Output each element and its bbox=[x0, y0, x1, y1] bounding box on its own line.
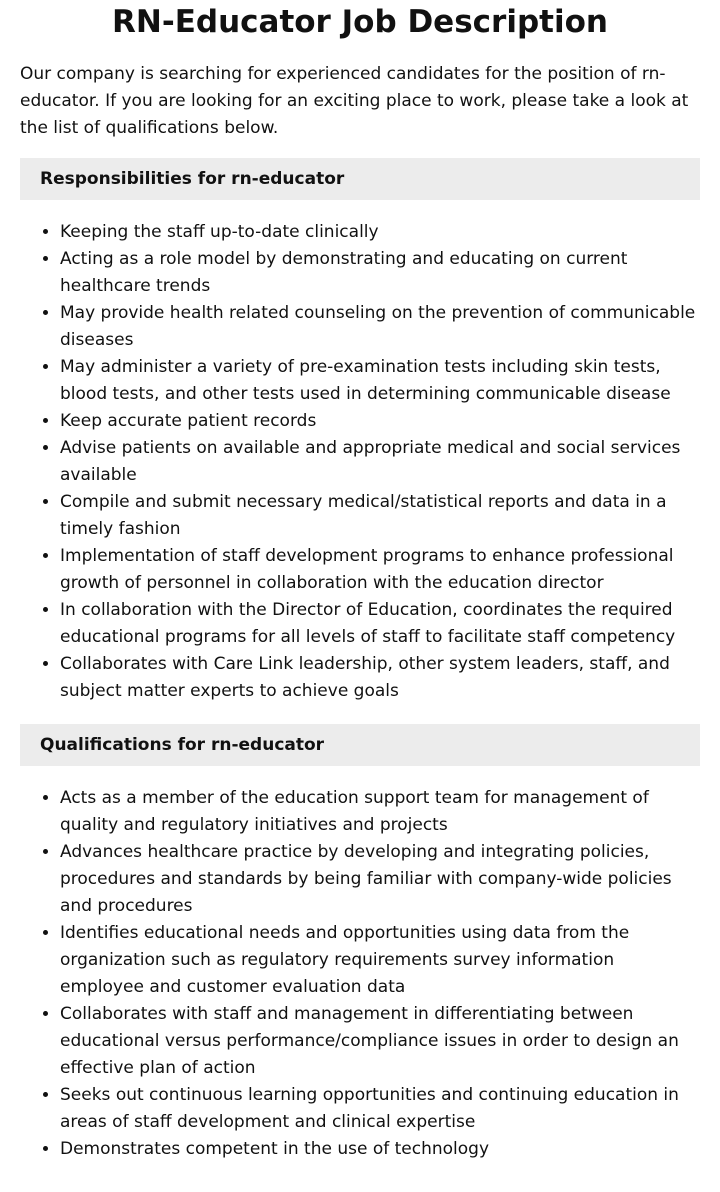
intro-paragraph: Our company is searching for experienced candidates for the position of rn-educator. If you are looking for an exciting place to work, please take a look at the list of qualifications below. bbox=[20, 64, 689, 138]
list-item: • In collaboration with the Director of Education, coordinates the required educational programs for all levels of staff to facilitate staff competency bbox=[60, 597, 700, 651]
list-item: • Seeks out continuous learning opportunities and continuing education in areas of staff development and clinical expertise bbox=[60, 1082, 700, 1136]
list-item: • Demonstrates competent in the use of technology bbox=[60, 1136, 700, 1163]
list-item: • Keep accurate patient records bbox=[60, 408, 700, 435]
responsibilities-list bbox=[20, 219, 700, 705]
qualifications-heading: Qualifications for rn-educator bbox=[20, 724, 700, 766]
list-item: • Collaborates with Care Link leadership, other system leaders, staff, and subject matter experts to achieve goals bbox=[60, 651, 700, 705]
list-item: • Acts as a member of the education support team for management of quality and regulatory initiatives and projects bbox=[60, 785, 700, 839]
list-item: • Advise patients on available and appropriate medical and social services available bbox=[60, 435, 700, 489]
responsibilities-heading: Responsibilities for rn-educator bbox=[20, 158, 700, 200]
list-item: • Keeping the staff up-to-date clinically bbox=[60, 219, 700, 246]
list-item: • Collaborates with staff and management in differentiating between educational versus performance/compliance issues in order to design an effective plan of action bbox=[60, 1001, 700, 1082]
qualifications-list bbox=[20, 785, 700, 1163]
list-item: • Acting as a role model by demonstrating and educating on current healthcare trends bbox=[60, 246, 700, 300]
list-item: • Advances healthcare practice by developing and integrating policies, procedures and standards by being familiar with company-wide policies and procedures bbox=[60, 839, 700, 920]
list-item: • Identifies educational needs and opportunities using data from the organization such as regulatory requirements survey information employee and customer evaluation data bbox=[60, 920, 700, 1001]
list-item: • May administer a variety of pre-examination tests including skin tests, blood tests, and other tests used in determining communicable disease bbox=[60, 354, 700, 408]
list-item: • Compile and submit necessary medical/statistical reports and data in a timely fashion bbox=[60, 489, 700, 543]
list-item: • May provide health related counseling on the prevention of communicable diseases bbox=[60, 300, 700, 354]
list-item: • Implementation of staff development programs to enhance professional growth of personnel in collaboration with the education director bbox=[60, 543, 700, 597]
page-title: RN-Educator Job Description bbox=[112, 4, 608, 40]
